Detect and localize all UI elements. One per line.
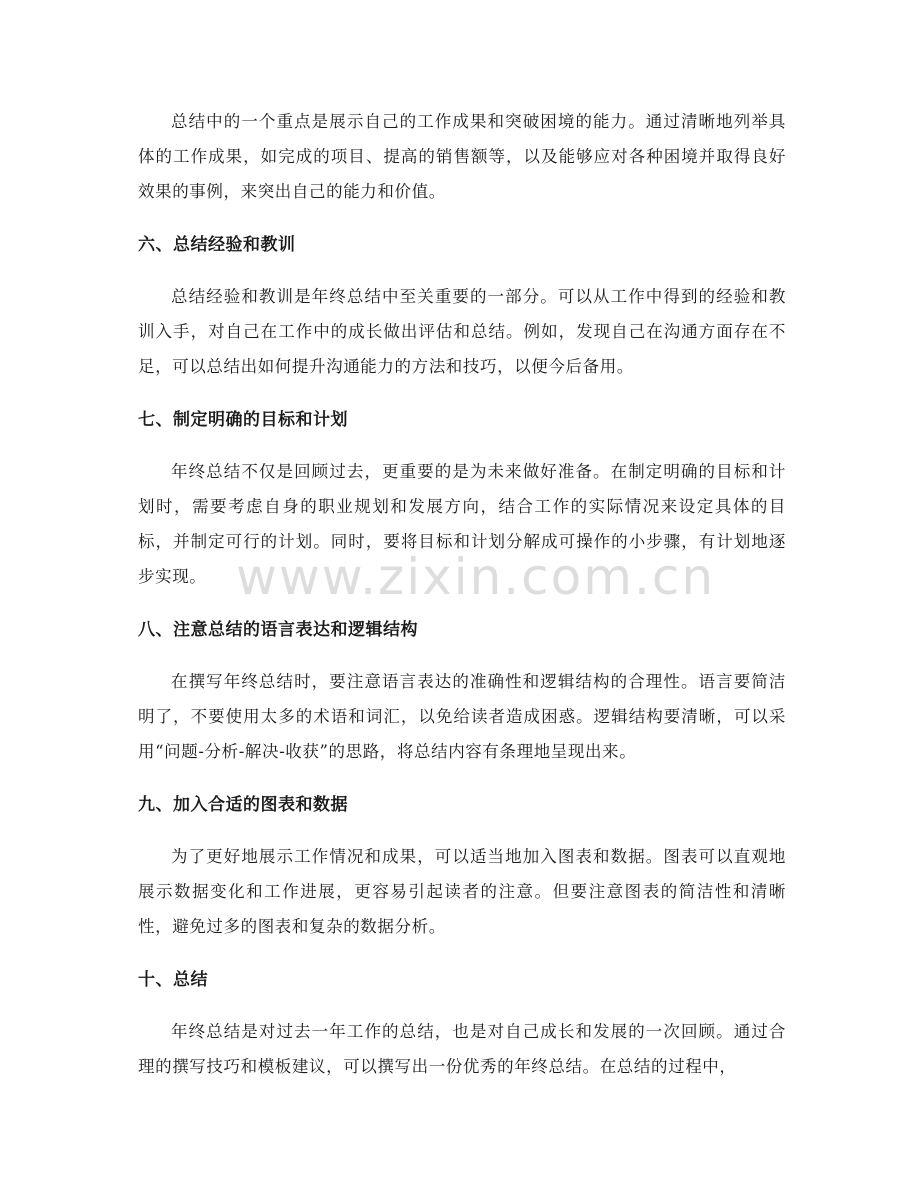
heading-section-6: 六、总结经验和教训 — [138, 235, 296, 255]
paragraph-section-7: 年终总结不仅是回顾过去，更重要的是为未来做好准备。在制定明确的目标和计划时，需要考虑自身的职业规划和发展方向，结合工作的实际情况来设定具体的目标，并制定可行的计划。同时，要将目标和计划分解成可操作的小步骤，有计划地逐步实现。 — [138, 462, 786, 586]
paragraph-achievements: 总结中的一个重点是展示自己的工作成果和突破困境的能力。通过清晰地列举具体的工作成果，如完成的项目、提高的销售额等，以及能够应对各种困境并取得良好效果的事例，来突出自己的能力和价值。 — [138, 112, 786, 201]
heading-section-7: 七、制定明确的目标和计划 — [138, 410, 348, 430]
heading-section-8: 八、注意总结的语言表达和逻辑结构 — [138, 620, 418, 640]
document-body — [138, 104, 786, 1084]
paragraph-section-8: 在撰写年终总结时，要注意语言表达的准确性和逻辑结构的合理性。语言要简洁明了，不要使用太多的术语和词汇，以免给读者造成困惑。逻辑结构要清晰，可以采用“问题-分析-解决-收获”的思路，将总结内容有条理地呈现出来。 — [138, 672, 786, 761]
heading-section-9: 九、加入合适的图表和数据 — [138, 795, 348, 815]
heading-section-10: 十、总结 — [138, 970, 208, 990]
watermark: www.zixin.com.cn — [236, 548, 716, 606]
paragraph-section-9: 为了更好地展示工作情况和成果，可以适当地加入图表和数据。图表可以直观地展示数据变化和工作进展，更容易引起读者的注意。但要注意图表的简洁性和清晰性，避免过多的图表和复杂的数据分析。 — [138, 847, 786, 936]
paragraph-section-6: 总结经验和教训是年终总结中至关重要的一部分。可以从工作中得到的经验和教训入手，对自己在工作中的成长做出评估和总结。例如，发现自己在沟通方面存在不足，可以总结出如何提升沟通能力的方法和技巧，以便今后备用。 — [138, 287, 786, 376]
paragraph-section-10: 年终总结是对过去一年工作的总结，也是对自己成长和发展的一次回顾。通过合理的撰写技巧和模板建议，可以撰写出一份优秀的年终总结。在总结的过程中， — [138, 1022, 786, 1076]
